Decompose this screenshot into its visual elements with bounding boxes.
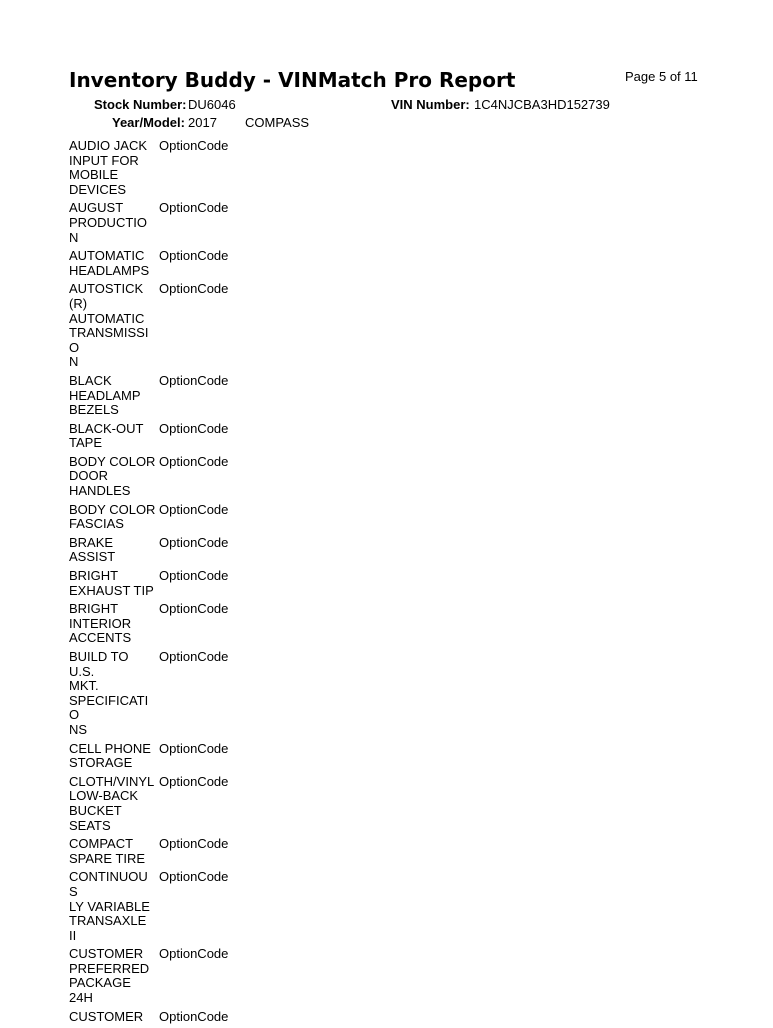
- option-name-line: ASSIST: [69, 549, 116, 565]
- option-name-line: CLOTH/VINYL: [69, 773, 155, 789]
- option-name: [69, 201, 156, 245]
- option-name-line: CUSTOMER: [69, 946, 144, 962]
- option-name-line: DEVICES: [69, 181, 127, 197]
- option-name-line: INTERIOR: [69, 615, 132, 631]
- option-name: [69, 249, 156, 278]
- option-name-line: CUSTOMER: [69, 1008, 144, 1024]
- option-name-line: BODY COLOR: [69, 501, 156, 517]
- option-name-line: HANDLES: [69, 483, 131, 499]
- option-row: [69, 374, 309, 418]
- option-list: [69, 139, 309, 1028]
- option-row: [69, 455, 309, 499]
- option-name: [69, 1010, 156, 1025]
- option-name-line: CELL PHONE: [69, 740, 151, 756]
- option-row: [69, 1010, 309, 1025]
- option-code: OptionCode: [159, 138, 229, 153]
- option-row: [69, 282, 309, 370]
- option-name-line: HEADLAMP: [69, 387, 141, 403]
- option-code: OptionCode: [159, 773, 229, 789]
- option-name-line: BEZELS: [69, 402, 119, 418]
- option-name-line: BRIGHT: [69, 568, 119, 584]
- option-code: OptionCode: [159, 946, 229, 962]
- vin-number-label: VIN Number:: [391, 97, 470, 112]
- option-row: [69, 536, 309, 565]
- option-name: [69, 742, 156, 771]
- option-code: OptionCode: [159, 453, 229, 469]
- option-code: OptionCode: [159, 372, 229, 388]
- option-name: [69, 837, 156, 866]
- option-name: [69, 455, 156, 499]
- option-name-line: PACKAGE 24H: [69, 975, 131, 1006]
- option-name-line: N: [69, 354, 79, 370]
- option-name-line: INPUT FOR: [69, 152, 139, 168]
- option-name: [69, 650, 156, 738]
- option-name-line: MOBILE: [69, 167, 119, 183]
- option-code: OptionCode: [159, 1008, 229, 1024]
- option-code: OptionCode: [159, 200, 229, 216]
- option-code: OptionCode: [159, 281, 229, 297]
- option-name-line: PREFERRED: [69, 960, 150, 976]
- option-row: [69, 870, 309, 943]
- option-name-line: PRODUCTION: [69, 214, 147, 245]
- option-code: OptionCode: [159, 568, 229, 584]
- option-name-line: MKT.: [69, 678, 99, 694]
- model-value: COMPASS: [245, 115, 310, 130]
- option-code: OptionCode: [159, 649, 229, 664]
- option-name-line: NS: [69, 721, 88, 737]
- option-name-line: CONTINUOUS: [69, 869, 148, 899]
- option-code: OptionCode: [159, 869, 229, 885]
- option-name-line: STORAGE: [69, 755, 133, 771]
- option-name-line: BUILD TO U.S.: [69, 649, 129, 679]
- option-name: [69, 870, 156, 943]
- option-row: [69, 775, 309, 833]
- stock-number-label: Stock Number:: [94, 97, 187, 112]
- option-name-line: SEATS: [69, 817, 111, 833]
- option-name-line: BUCKET: [69, 802, 122, 818]
- option-name-line: AUTOMATIC: [69, 248, 145, 264]
- option-name-line: LOW-BACK: [69, 788, 139, 804]
- option-name-line: LY VARIABLE: [69, 898, 150, 914]
- option-name: [69, 139, 156, 197]
- option-name-line: SPECIFICATIO: [69, 692, 149, 723]
- option-name-line: AUGUST: [69, 200, 124, 216]
- option-row: [69, 139, 309, 197]
- option-name-line: BLACK-OUT: [69, 420, 144, 436]
- option-name: [69, 374, 156, 418]
- option-name-line: EXHAUST TIP: [69, 582, 154, 598]
- option-row: [69, 837, 309, 866]
- option-name: [69, 282, 156, 370]
- stock-number-value: DU6046: [188, 97, 236, 112]
- year-value: 2017: [188, 115, 217, 130]
- option-row: [69, 947, 309, 1005]
- option-name-line: AUTOMATIC: [69, 310, 145, 326]
- option-name: [69, 422, 156, 451]
- option-name-line: HEADLAMPS: [69, 262, 150, 278]
- option-name-line: DOOR: [69, 468, 108, 484]
- option-name-line: AUDIO JACK: [69, 138, 148, 153]
- option-name: [69, 775, 156, 833]
- option-name-line: SPARE TIRE: [69, 850, 146, 866]
- option-code: OptionCode: [159, 740, 229, 756]
- option-row: [69, 742, 309, 771]
- option-name-line: COMPACT: [69, 836, 134, 852]
- option-name-line: FASCIAS: [69, 516, 124, 532]
- option-name-line: TRANSAXLE II: [69, 913, 147, 943]
- option-code: OptionCode: [159, 501, 229, 517]
- option-name-line: BRAKE: [69, 534, 114, 550]
- option-row: [69, 422, 309, 451]
- option-row: [69, 650, 309, 738]
- option-name-line: ACCENTS: [69, 630, 132, 646]
- option-name: [69, 947, 156, 1005]
- option-name-line: BODY COLOR: [69, 453, 156, 469]
- option-code: OptionCode: [159, 534, 229, 550]
- option-code: OptionCode: [159, 601, 229, 617]
- year-model-label: Year/Model:: [112, 115, 185, 130]
- page-number: Page 5 of 11: [625, 69, 698, 84]
- option-row: [69, 569, 309, 598]
- option-name-line: TAPE: [69, 435, 102, 451]
- option-row: [69, 602, 309, 646]
- option-name-line: AUTOSTICK: [69, 281, 144, 297]
- option-name: [69, 536, 156, 565]
- option-row: [69, 503, 309, 532]
- vin-number-value: 1C4NJCBA3HD152739: [474, 97, 610, 112]
- report-title: Inventory Buddy - VINMatch Pro Report: [69, 68, 516, 92]
- option-row: [69, 201, 309, 245]
- option-name-line: TRANSMISSIO: [69, 325, 149, 355]
- option-name-line: BRIGHT: [69, 601, 119, 617]
- option-code: OptionCode: [159, 836, 229, 852]
- option-name: [69, 569, 156, 598]
- option-name-line: (R): [69, 295, 88, 311]
- option-code: OptionCode: [159, 420, 229, 436]
- option-code: OptionCode: [159, 248, 229, 264]
- option-row: [69, 249, 309, 278]
- option-name-line: BLACK: [69, 372, 112, 388]
- option-name: [69, 503, 156, 532]
- option-name: [69, 602, 156, 646]
